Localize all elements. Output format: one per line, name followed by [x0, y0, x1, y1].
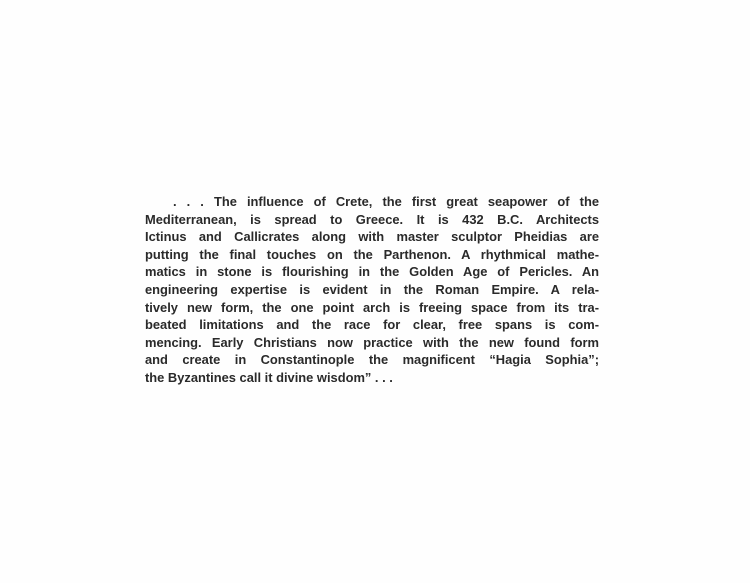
passage-line: matics in stone is flourishing in the Golden Age of Pericles. An: [145, 264, 599, 280]
passage-paragraph: [145, 193, 599, 387]
passage-line: tively new form, the one point arch is freeing space from its tra-: [145, 299, 599, 315]
passage-line: and create in Constantinople the magnificent “Hagia Sophia”;: [145, 352, 599, 368]
passage-line: engineering expertise is evident in the Roman Empire. A rela-: [145, 281, 599, 297]
passage-line: putting the final touches on the Parthenon. A rhythmical mathe-: [145, 246, 599, 262]
passage-line: the Byzantines call it divine wisdom” . . .: [145, 369, 393, 385]
passage-line: Ictinus and Callicrates along with master sculptor Pheidias are: [145, 229, 599, 245]
passage-line: mencing. Early Christians now practice with the new found form: [145, 334, 599, 350]
passage-line: beated limitations and the race for clear, free spans is com-: [145, 317, 599, 333]
passage-line: Mediterranean, is spread to Greece. It is 432 B.C. Architects: [145, 211, 599, 227]
passage-line: . . . The influence of Crete, the first great seapower of the: [173, 194, 599, 209]
